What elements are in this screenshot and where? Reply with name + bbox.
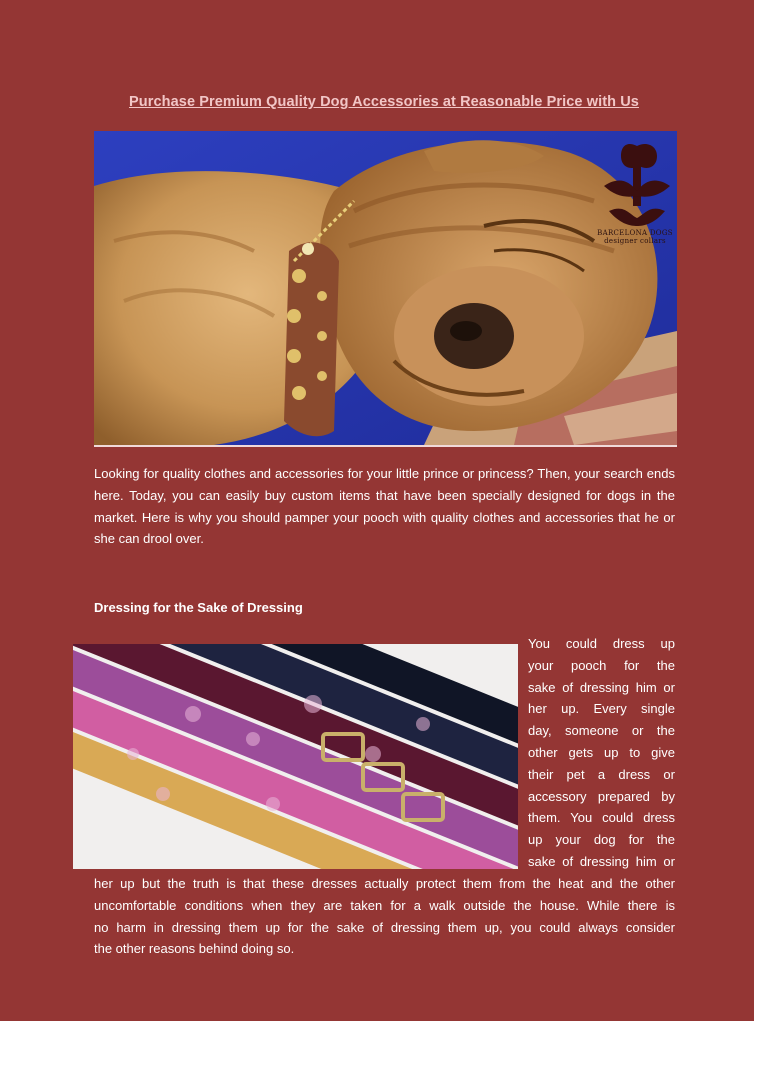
sleeping-dog-illustration xyxy=(94,131,677,445)
logo-caption-line1: BARCELONA DOGS xyxy=(597,229,673,237)
side-line: accessory prepared by xyxy=(528,788,675,804)
image-divider xyxy=(94,445,677,447)
side-line: sake of dressing him or xyxy=(528,853,675,869)
logo-caption xyxy=(596,229,674,245)
tail-line: uncomfortable conditions when they are taken for a walk outside the house. While there is xyxy=(94,897,675,913)
side-line: other gets up to give xyxy=(528,744,675,760)
dog-collars-illustration xyxy=(73,644,518,869)
tail-line: the other reasons behind doing so. xyxy=(94,941,295,957)
section-heading: Dressing for the Sake of Dressing xyxy=(94,600,303,615)
side-line: up your dog for the xyxy=(528,832,675,848)
tail-line: no harm in dressing them up for the sake of dressing them up, you could always consider xyxy=(94,919,675,935)
intro-text: Looking for quality clothes and accessories for your little prince or princess? Then, your search ends here. Today, you can easily buy custom items that have been specially designed for dogs in the market. Here is why you should pamper your pooch with quality clothes and accessories that he or she can drool over. xyxy=(94,466,675,547)
side-paragraph xyxy=(528,633,675,873)
side-line: You could dress up xyxy=(528,636,675,651)
side-line: them. You could dress xyxy=(528,810,675,826)
hero-image-dog xyxy=(94,131,677,445)
side-line: your pooch for the xyxy=(528,657,675,673)
side-line: sake of dressing him or xyxy=(528,679,675,695)
side-line: her up. Every single xyxy=(528,701,675,717)
tail-line: her up but the truth is that these dresses actually protect them from the heat and the other xyxy=(94,876,675,891)
side-line: day, someone or the xyxy=(528,723,675,739)
page-title: Purchase Premium Quality Dog Accessories at Reasonable Price with Us xyxy=(129,94,639,110)
intro-paragraph xyxy=(94,463,675,550)
continued-paragraph xyxy=(94,873,675,960)
side-line: their pet a dress or xyxy=(528,766,675,782)
logo-caption-line2: designer collars xyxy=(604,237,666,245)
collars-image xyxy=(73,644,518,869)
